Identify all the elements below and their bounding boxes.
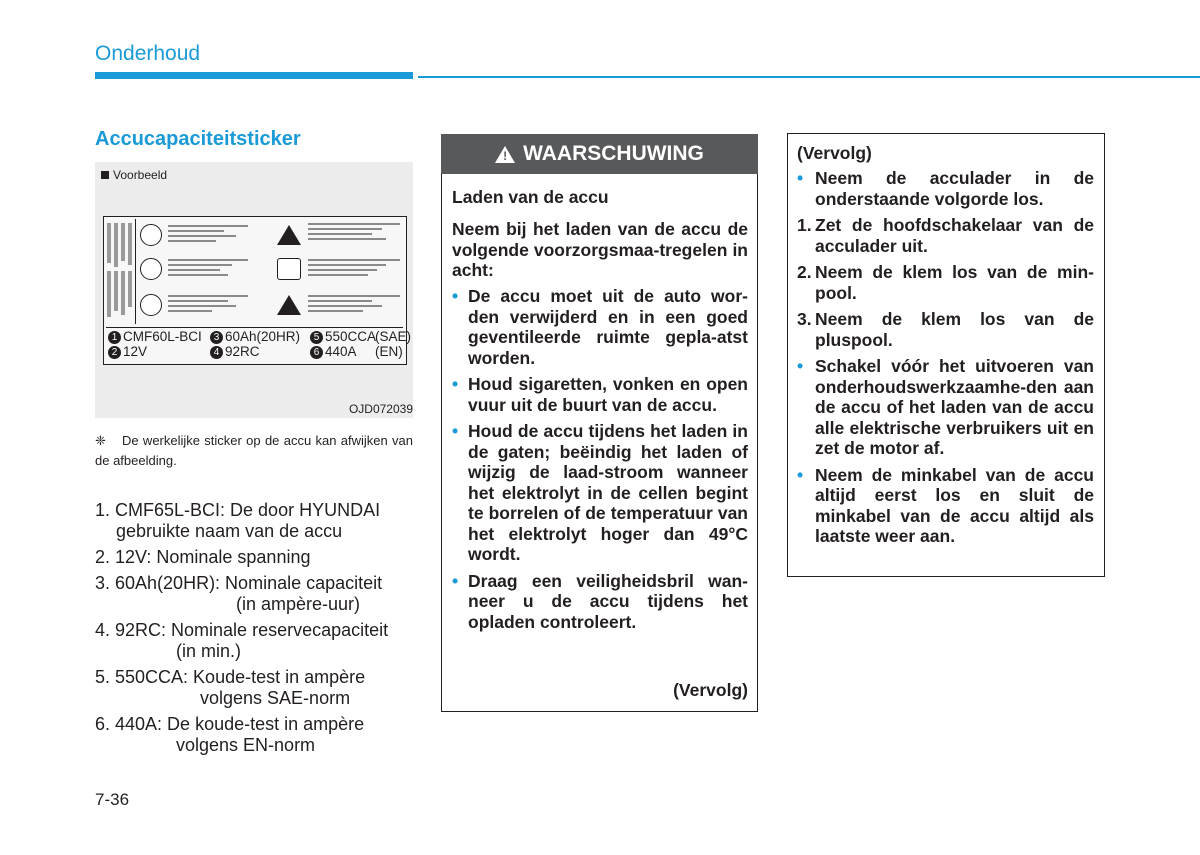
eye-protection-icon (138, 257, 164, 281)
definition-item (95, 667, 415, 709)
warning-bullet-list (452, 286, 748, 638)
definition-line: gebruikte naam van de accu (116, 521, 343, 541)
square-bullet-icon (101, 171, 109, 179)
definition-line: volgens SAE-norm (200, 688, 351, 708)
sticker-codes (108, 329, 411, 359)
definition-line: (in ampère-uur) (236, 594, 361, 614)
continuation-step (797, 262, 1094, 303)
definition-line: 2. 12V: Nominale spanning (95, 547, 311, 567)
warning-bullet (452, 374, 748, 415)
sticker-code: 550CCA (325, 329, 377, 344)
sticker-code: (SAE) (375, 329, 412, 344)
example-label-text: Voorbeeld (113, 168, 168, 182)
figure-code: OJD072039 (348, 402, 413, 416)
sticker-code: (EN) (375, 344, 403, 359)
sticker-code: 92RC (225, 344, 260, 359)
continuation-text: Neem de klem los van de pluspool. (815, 309, 1094, 350)
definition-line: 6. 440A: De koude-test in ampère (95, 714, 365, 734)
corrosive-warning-icon (276, 223, 302, 247)
continuation-bullet (797, 465, 1094, 547)
section-title: Onderhoud (95, 42, 201, 65)
sticker-code: 440A (325, 344, 357, 359)
warning-triangle-icon: ! (495, 146, 515, 163)
step-number: 3. (797, 309, 812, 329)
read-manual-icon (276, 257, 302, 281)
note-mark-icon: ❈ (95, 433, 106, 448)
continuation-text: Neem de klem los van de min-pool. (815, 262, 1094, 303)
explosive-warning-icon (276, 293, 302, 317)
no-flame-icon (138, 223, 164, 247)
continuation-step (797, 309, 1094, 350)
note-text: De werkelijke sticker op de accu kan afwijken van de afbeelding. (95, 433, 413, 468)
warning-bullet (452, 571, 748, 633)
continuation-text: Neem de acculader in de onderstaande volgorde los. (815, 168, 1094, 209)
definition-line: 1. CMF65L-BCI: De door HYUNDAI (95, 500, 381, 520)
note (95, 431, 413, 471)
bullet-icon: • (452, 374, 459, 394)
example-label (101, 168, 167, 182)
sticker-row-1: 1 CMF60L-BCI 3 60Ah(20HR) 5 550CCA (SAE) (108, 329, 411, 344)
warning-header (441, 134, 758, 174)
definition-line: volgens EN-norm (176, 735, 316, 755)
warning-subtitle: Laden van de accu (452, 187, 609, 207)
definition-item (95, 547, 415, 568)
definition-item (95, 500, 415, 542)
bullet-icon: • (797, 464, 804, 485)
bullet-icon: • (452, 570, 459, 591)
definition-list (95, 500, 415, 761)
keep-from-children-icon (138, 293, 164, 317)
sticker-code: 12V (123, 344, 148, 359)
sticker-code: CMF60L-BCI (123, 329, 202, 344)
bullet-icon: • (452, 286, 459, 306)
definition-item (95, 714, 415, 756)
section-heading: Accucapaciteitsticker (95, 128, 301, 150)
definition-line: 3. 60Ah(20HR): Nominale capaciteit (95, 573, 383, 593)
definition-line: 4. 92RC: Nominale reservecapaciteit (95, 620, 389, 640)
battery-sticker-image (103, 216, 412, 365)
definition-item (95, 573, 415, 615)
warning-header-text: WAARSCHUWING (523, 142, 704, 165)
continuation-text: Schakel vóór het uitvoeren van onderhoudswerkzaamhe-den aan de accu of het laden van de accu alle elektrische verbruikers uit en zet de motor af. (815, 356, 1094, 458)
warning-bullet-text: Houd sigaretten, vonken en open vuur uit de buurt van de accu. (468, 374, 748, 415)
warning-bullet-text: Houd de accu tijdens het laden in de gaten; beëindig het laden of wijzig de laad-stroom wanneer het elektrolyt in de cellen begint te borrelen of de temperatuur van het elektrolyt hoger dan 49°C wordt. (468, 421, 748, 564)
continuation-bullet (797, 168, 1094, 209)
warning-bullet (452, 421, 748, 565)
warning-intro: Neem bij het laden van de accu de volgende voorzorgsmaa-tregelen in acht: (452, 219, 748, 280)
step-number: 1. (797, 215, 812, 235)
warning-bullet (452, 286, 748, 368)
definition-item (95, 620, 415, 662)
definition-line: 5. 550CCA: Koude-test in ampère (95, 667, 366, 687)
header-rule-thick (95, 72, 413, 79)
definition-line: (in min.) (176, 641, 242, 661)
continuation-bullet (797, 356, 1094, 459)
continuation-list (797, 168, 1094, 553)
continuation-step (797, 215, 1094, 256)
warning-bullet-text: De accu moet uit de auto wor-den verwijderd en in een goed geventileerde ruimte gepla-atst worden. (468, 286, 748, 368)
continuation-title: (Vervolg) (797, 143, 872, 163)
page-number: 7-36 (95, 790, 130, 809)
sticker-row-2: 2 12V 4 92RC 6 440A (EN) (108, 344, 411, 359)
bullet-icon: • (452, 421, 459, 441)
step-number: 2. (797, 262, 812, 282)
bullet-icon: • (797, 168, 804, 188)
continued-label: (Vervolg) (673, 680, 748, 700)
continuation-text: Zet de hoofdschakelaar van de acculader uit. (815, 215, 1094, 256)
continuation-text: Neem de minkabel van de accu altijd eerst los en sluit de minkabel van de accu altijd als laatste weer aan. (815, 464, 1094, 546)
sticker-code: 60Ah(20HR) (225, 329, 301, 344)
bullet-icon: • (797, 356, 804, 376)
header-rule-thin (418, 76, 1200, 78)
warning-bullet-text: Draag een veiligheidsbril wan-neer u de accu tijdens het opladen controleert. (468, 570, 748, 632)
